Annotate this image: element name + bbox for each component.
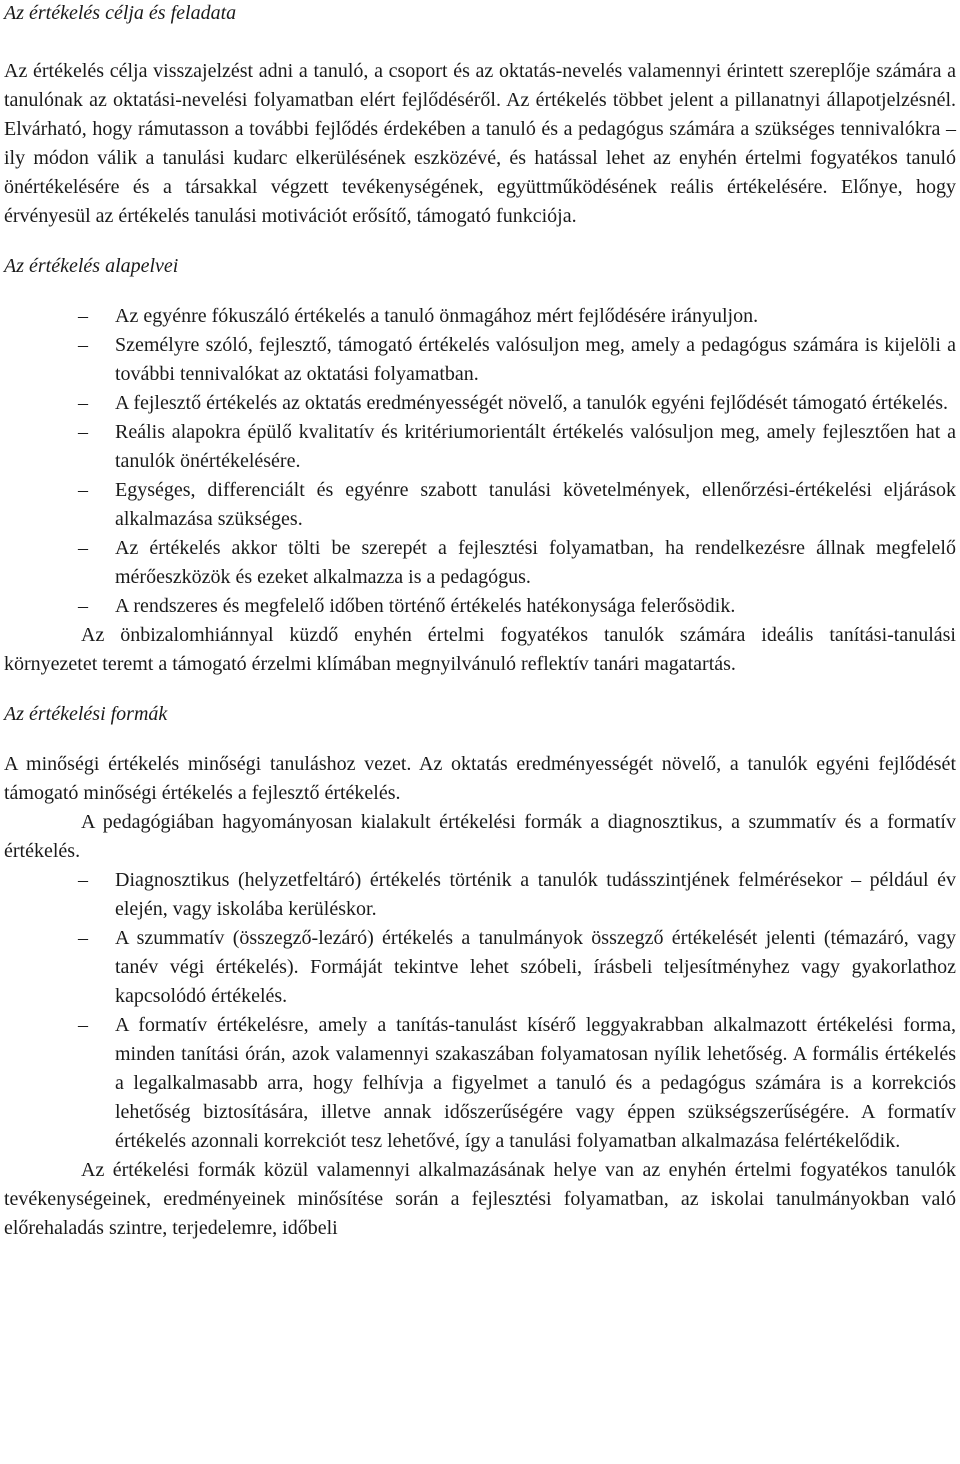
list-item: – A formatív értékelésre, amely a tanítás-tanulást kísérő leggyakrabban alkalmazott értékelési forma, minden tanítási órán, azok valamennyi szakaszában folyamatosan nyílik lehetőség. A formális értékelés a legalkalmasabb arra, hogy felhívja a figyelmet a tanuló és a pedagógus számára is a korrekciós lehetőség biztosítására, illetve annak időszerűségére vagy éppen szükségszerűségére. A formatív értékelés azonnali korrekciót tesz lehetővé, így a tanulási folyamatban alkalmazása felértékelődik. [4, 1011, 956, 1156]
dash-marker: – [78, 305, 88, 327]
dash-marker: – [78, 1014, 88, 1036]
dash-marker: – [78, 537, 88, 559]
section-heading-purpose: Az értékelés célja és feladata [4, 2, 237, 24]
section-heading-principles: Az értékelés alapelvei [4, 255, 179, 277]
forms-paragraph-1: A minőségi értékelés minőségi tanuláshoz vezet. Az oktatás eredményességét növelő, a tanulók egyéni fejlődését támogató minőségi értékelés a fejlesztő értékelés. [4, 753, 956, 804]
list-item: – Reális alapokra épülő kvalitatív és kritériumorientált értékelés valósuljon meg, amely fejlesztően hat a tanulók önértékelésére. [4, 418, 956, 476]
dash-marker: – [78, 334, 88, 356]
forms-closing-paragraph: Az értékelési formák közül valamennyi alkalmazásának helye van az enyhén értelmi fogyatékos tanulók tevékenységeinek, eredményeinek minősítése során a fejlesztési folyamatban, az iskolai tanulmányokban való előrehaladás szintre, terjedelemre, időbeli [4, 1159, 956, 1239]
section-heading-forms: Az értékelési formák [4, 703, 168, 725]
dash-marker: – [78, 927, 88, 949]
list-item: – A fejlesztő értékelés az oktatás eredményességét növelő, a tanulók egyéni fejlődését támogató értékelés. [4, 389, 956, 418]
dash-marker: – [78, 392, 88, 414]
list-item: – Az értékelés akkor tölti be szerepét a fejlesztési folyamatban, ha rendelkezésre állnak megfelelő mérőeszközök és ezeket alkalmazza is a pedagógus. [4, 534, 956, 592]
list-item: – Az egyénre fókuszáló értékelés a tanuló önmagához mért fejlődésére irányuljon. [4, 302, 956, 331]
forms-list [4, 866, 956, 1156]
principles-closing-paragraph: Az önbizalomhiánnyal küzdő enyhén értelmi fogyatékos tanulók számára ideális tanítási-tanulási környezetet teremt a támogató érzelmi klímában megnyilvánuló reflektív tanári magatartás. [4, 624, 956, 675]
forms-paragraph-2: A pedagógiában hagyományosan kialakult értékelési formák a diagnosztikus, a szummatív és a formatív értékelés. [4, 811, 956, 862]
list-item: – A szummatív (összegző-lezáró) értékelés a tanulmányok összegző értékelését jelenti (témazáró, vagy tanév végi értékelés). Formáját tekintve lehet szóbeli, írásbeli teljesítményhez vagy gyakorlathoz kapcsolódó értékelés. [4, 924, 956, 1011]
list-item: – Egységes, differenciált és egyénre szabott tanulási követelmények, ellenőrzési-értékelési eljárások alkalmazása szükséges. [4, 476, 956, 534]
list-item: – A rendszeres és megfelelő időben történő értékelés hatékonysága felerősödik. [4, 592, 956, 621]
dash-marker: – [78, 421, 88, 443]
principles-list [4, 302, 956, 621]
dash-marker: – [78, 479, 88, 501]
list-item: – Személyre szóló, fejlesztő, támogató értékelés valósuljon meg, amely a pedagógus számára is kijelöli a további tennivalókat az oktatási folyamatban. [4, 331, 956, 389]
dash-marker: – [78, 869, 88, 891]
purpose-paragraph: Az értékelés célja visszajelzést adni a tanuló, a csoport és az oktatás-nevelés valamennyi érintett szereplője számára a tanulónak az oktatási-nevelési folyamatban elért fejlődéséről. Az értékelés többet jelent a pillanatnyi állapotjelzésnél. Elvárható, hogy rámutasson a további fejlődés érdekében a tanuló és a pedagógus számára a szükséges tennivalókra – ily módon válik a tanulási kudarc elkerülésének eszközévé, és hatással lehet az enyhén értelmi fogyatékos tanuló önértékelésére és a társakkal végzett tevékenységének, együttműködésének reális értékelésére. Előnye, hogy érvényesül az értékelés tanulási motivációt erősítő, támogató funkciója. [4, 60, 956, 227]
list-item: – Diagnosztikus (helyzetfeltáró) értékelés történik a tanulók tudásszintjének felmérésekor – például év elején, vagy iskolába kerüléskor. [4, 866, 956, 924]
dash-marker: – [78, 595, 88, 617]
